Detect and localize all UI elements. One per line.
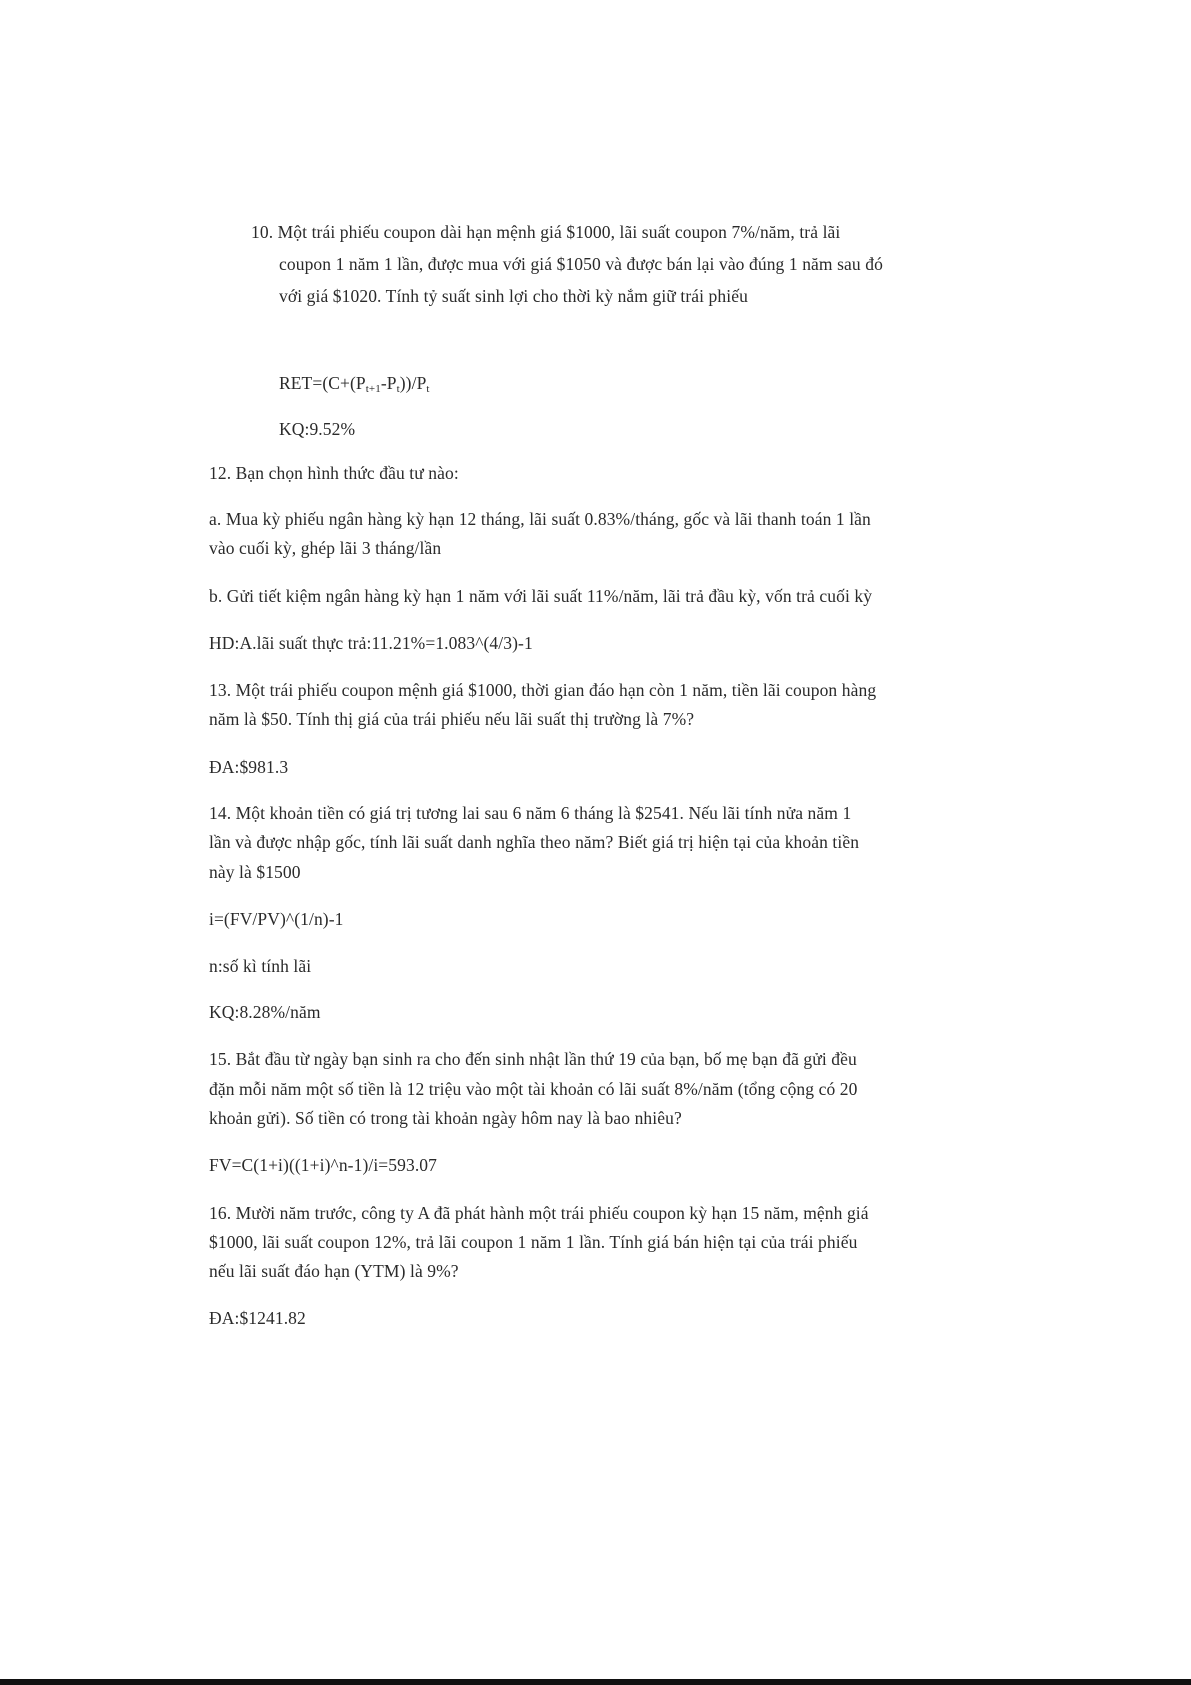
q10-line-2: coupon 1 năm 1 lần, được mua với giá $1050 và được bán lại vào đúng 1 năm sau đó: [279, 254, 883, 274]
q16-answer: ĐA:$1241.82: [209, 1308, 306, 1328]
q10-line-1: 10. Một trái phiếu coupon dài hạn mệnh giá $1000, lãi suất coupon 7%/năm, trả lãi: [251, 222, 841, 242]
q13-answer: ĐA:$981.3: [209, 757, 289, 777]
q15-formula: FV=C(1+i)((1+i)^n-1)/i=593.07: [209, 1155, 437, 1175]
q14-line-1: 14. Một khoản tiền có giá trị tương lai sau 6 năm 6 tháng là $2541. Nếu lãi tính nửa năm 1: [209, 803, 852, 823]
q16-line-3: nếu lãi suất đáo hạn (YTM) là 9%?: [209, 1261, 459, 1281]
q14-formula: i=(FV/PV)^(1/n)-1: [209, 909, 344, 929]
q12-hint: HD:A.lãi suất thực trả:11.21%=1.083^(4/3)-1: [209, 633, 533, 653]
q15-line-3: khoản gửi). Số tiền có trong tài khoản ngày hôm nay là bao nhiêu?: [209, 1108, 682, 1128]
q10-line-3: với giá $1020. Tính tỷ suất sinh lợi cho thời kỳ nắm giữ trái phiếu: [279, 286, 748, 306]
q10-answer: KQ:9.52%: [279, 419, 356, 439]
q12-title: 12. Bạn chọn hình thức đầu tư nào:: [209, 463, 459, 483]
q14-line-3: này là $1500: [209, 862, 301, 882]
q16-line-2: $1000, lãi suất coupon 12%, trả lãi coupon 1 năm 1 lần. Tính giá bán hiện tại của trái phiếu: [209, 1232, 858, 1252]
q12-option-a-line-1: a. Mua kỳ phiếu ngân hàng kỳ hạn 12 tháng, lãi suất 0.83%/tháng, gốc và lãi thanh toán 1 lần: [209, 509, 871, 529]
q10-formula-subscript: t: [426, 383, 430, 395]
q14-note: n:số kì tính lãi: [209, 956, 312, 976]
q15-line-2: đặn mỗi năm một số tiền là 12 triệu vào một tài khoản có lãi suất 8%/năm (tổng cộng có 20: [209, 1079, 858, 1099]
q10-formula-part: -P: [380, 373, 397, 393]
q14-answer: KQ:8.28%/năm: [209, 1002, 321, 1022]
q10-formula-subscript: t: [396, 383, 400, 395]
q10-formula: [279, 372, 430, 394]
q12-option-b: b. Gửi tiết kiệm ngân hàng kỳ hạn 1 năm với lãi suất 11%/năm, lãi trả đầu kỳ, vốn trả cuối kỳ: [209, 586, 873, 606]
q12-option-a-line-2: vào cuối kỳ, ghép lãi 3 tháng/lần: [209, 538, 442, 558]
bottom-edge-bar: [0, 1679, 1191, 1685]
q14-line-2: lần và được nhập gốc, tính lãi suất danh nghĩa theo năm? Biết giá trị hiện tại của khoản tiền: [209, 832, 860, 852]
q10-formula-subscript: t+1: [365, 383, 381, 395]
q16-line-1: 16. Mười năm trước, công ty A đã phát hành một trái phiếu coupon kỳ hạn 15 năm, mệnh giá: [209, 1203, 869, 1223]
q13-line-2: năm là $50. Tính thị giá của trái phiếu nếu lãi suất thị trường là 7%?: [209, 709, 695, 729]
q13-line-1: 13. Một trái phiếu coupon mệnh giá $1000, thời gian đáo hạn còn 1 năm, tiền lãi coupon hàng: [209, 680, 877, 700]
q10-formula-part: ))/P: [399, 373, 427, 393]
q10-formula-part: RET=(C+(P: [279, 373, 366, 393]
q15-line-1: 15. Bắt đầu từ ngày bạn sinh ra cho đến sinh nhật lần thứ 19 của bạn, bố mẹ bạn đã gửi đều: [209, 1049, 857, 1069]
